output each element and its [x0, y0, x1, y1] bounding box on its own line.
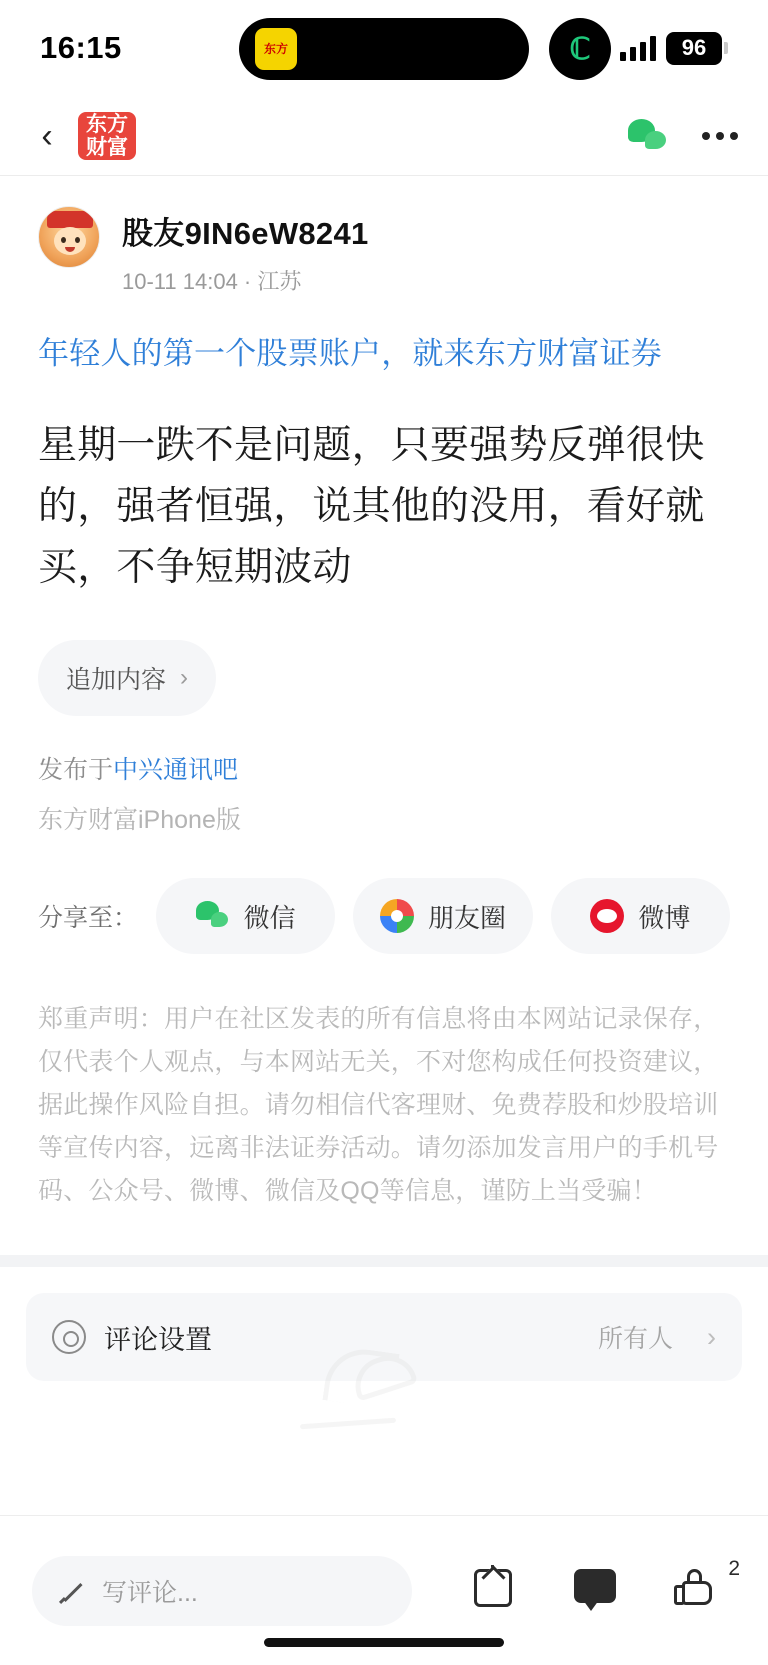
comment-input-placeholder: 写评论... — [102, 1578, 198, 1607]
weibo-icon — [590, 899, 624, 933]
status-bar — [0, 0, 768, 96]
nav-right-actions — [628, 119, 738, 153]
share-button-weibo[interactable] — [551, 878, 730, 954]
link-icon: ℂ — [569, 32, 591, 66]
post-container — [0, 176, 768, 1213]
navigation-bar — [0, 96, 768, 176]
source-prefix: 发布于 — [38, 756, 114, 784]
island-app-label: 东方 — [263, 42, 288, 56]
home-indicator — [264, 1638, 504, 1647]
append-content-label: 追加内容 — [66, 666, 167, 694]
battery-level: 96 — [666, 32, 722, 65]
author-row[interactable] — [38, 206, 730, 296]
disclaimer-text: 郑重声明：用户在社区发表的所有信息将由本网站记录保存，仅代表个人观点，与本网站无关，不对您构成任何投资建议，据此操作风险自担。请勿相信代客理财、免费荐股和炒股培训等宣传内容，远离非法证券活动。请勿添加发言用户的手机号码、公众号、微博、微信及QQ等信息，谨防上当受骗！ — [38, 1005, 719, 1205]
post-source-line — [38, 750, 730, 786]
author-meta — [122, 206, 369, 296]
post-timestamp-location: 10-11 14:04 · 江苏 — [122, 269, 302, 294]
share-button-moments-label: 朋友圈 — [428, 902, 507, 933]
post-device-line: 东方财富iPhone版 — [38, 806, 241, 834]
source-bar-link[interactable]: 中兴通讯吧 — [113, 756, 239, 784]
brand-logo-line1: 东方 — [86, 112, 128, 136]
lamp-watermark-icon — [274, 1335, 494, 1485]
share-button-moments[interactable] — [353, 878, 532, 954]
promo-link[interactable]: 年轻人的第一个股票账户，就来东方财富证券 — [38, 336, 662, 371]
gear-icon — [52, 1320, 86, 1354]
cellular-signal-icon — [620, 35, 656, 61]
brand-logo-line2: 财富 — [86, 135, 128, 159]
pencil-icon — [58, 1577, 86, 1605]
post-body-text: 星期一跌不是问题，只要强势反弹很快的，强者恒强，说其他的没用，看好就买，不争短期波动 — [38, 424, 705, 589]
moments-icon — [380, 899, 414, 933]
chevron-right-icon: › — [180, 664, 189, 691]
author-name[interactable]: 股友9IN6eW8241 — [122, 216, 369, 251]
status-time: 16:15 — [40, 30, 122, 65]
more-dots-icon[interactable] — [702, 132, 738, 140]
section-divider — [0, 1255, 768, 1267]
chevron-right-icon: › — [707, 1321, 716, 1352]
thumbs-up-icon[interactable] — [674, 1556, 740, 1613]
comment-bubble-icon[interactable] — [574, 1569, 618, 1613]
wechat-share-icon[interactable] — [628, 119, 668, 153]
share-button-wechat[interactable] — [156, 878, 335, 954]
dynamic-island[interactable] — [239, 18, 591, 80]
share-out-icon[interactable] — [474, 1569, 518, 1613]
comment-settings-label: 评论设置 — [104, 1324, 212, 1355]
bottom-bar-actions — [474, 1556, 740, 1613]
island-right-indicator[interactable] — [549, 18, 611, 80]
back-chevron-icon[interactable]: ‹ — [41, 116, 53, 155]
append-content-button[interactable] — [38, 640, 216, 716]
share-row — [38, 878, 730, 954]
avatar[interactable] — [38, 206, 100, 268]
battery-cap-icon — [724, 42, 728, 54]
share-button-wechat-label: 微信 — [243, 902, 296, 933]
island-app-icon — [255, 28, 297, 70]
comment-input[interactable] — [32, 1556, 412, 1626]
like-count: 2 — [728, 1556, 740, 1580]
wechat-icon — [196, 899, 230, 933]
share-label: 分享至： — [38, 904, 139, 932]
comment-settings-value: 所有人 — [597, 1325, 673, 1353]
share-button-weibo-label: 微博 — [638, 902, 691, 933]
brand-logo[interactable] — [78, 112, 136, 160]
